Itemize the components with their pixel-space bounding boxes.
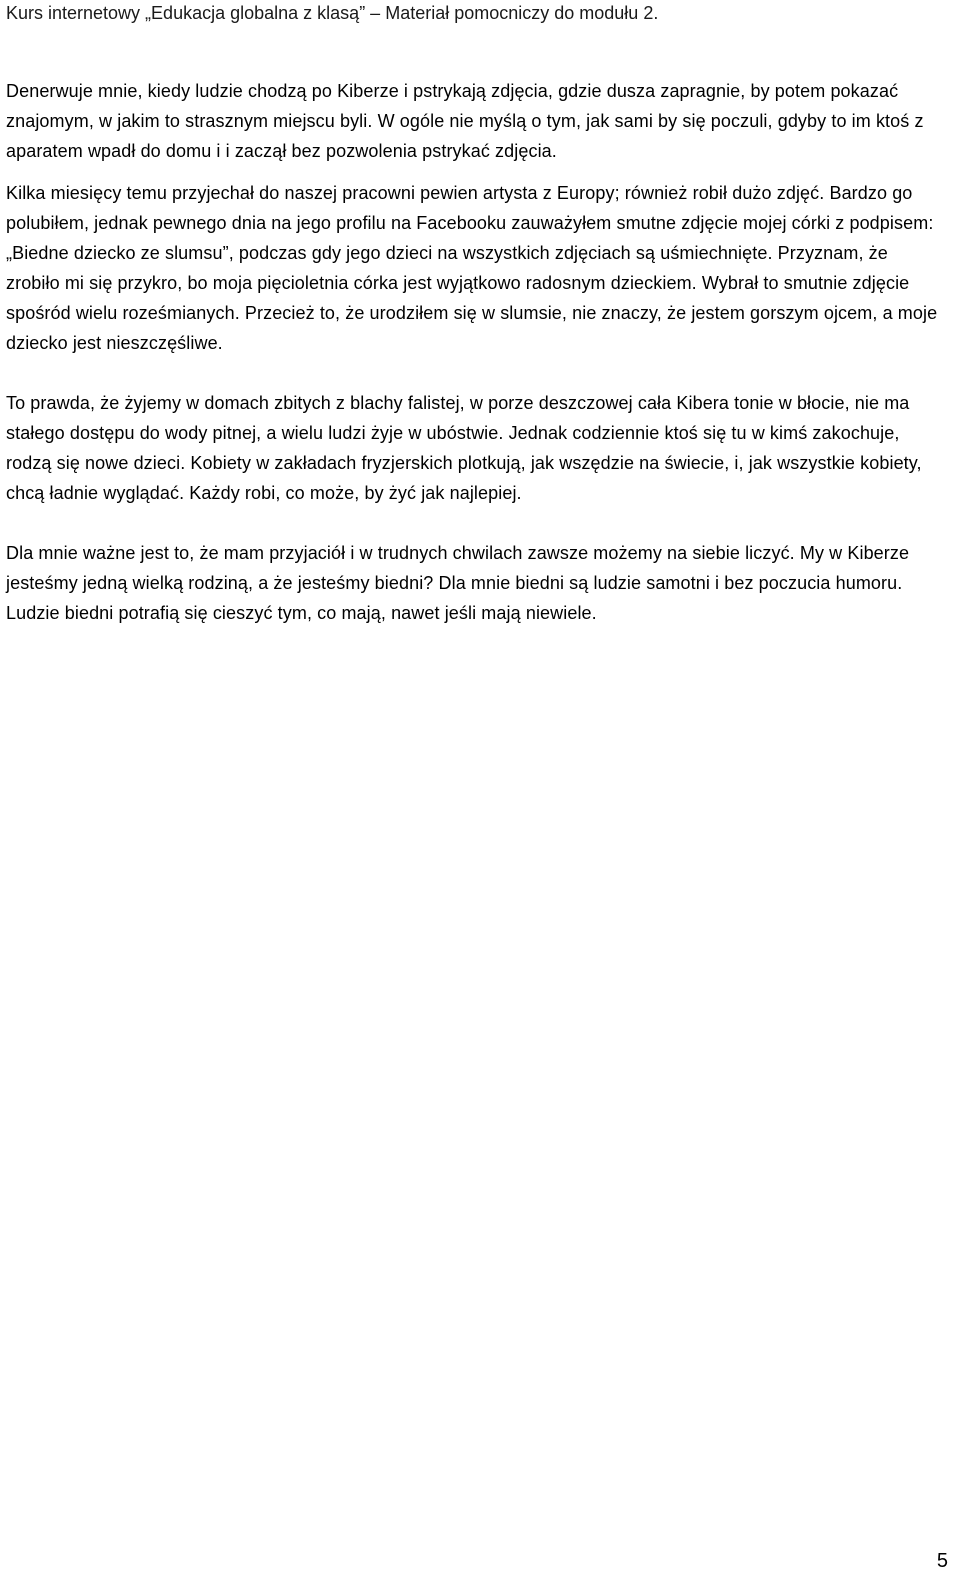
page-header: Kurs internetowy „Edukacja globalna z klasą” – Materiał pomocniczy do modułu 2. <box>6 3 659 23</box>
paragraph-1: Denerwuje mnie, kiedy ludzie chodzą po Kiberze i pstrykają zdjęcia, gdzie dusza zapragnie, by potem pokazać znajomym, w jakim to strasznym miejscu byli. W ogóle nie myślą o tym, jak sami by się poczuli, gdyby to im ktoś z aparatem wpadł do domu i i zaczął bez pozwolenia pstrykać zdjęcia. <box>6 81 924 161</box>
document-body <box>6 76 946 628</box>
paragraph-4: Dla mnie ważne jest to, że mam przyjaciół i w trudnych chwilach zawsze możemy na siebie liczyć. My w Kiberze jesteśmy jedną wielką rodziną, a że jesteśmy biedni? Dla mnie biedni są ludzie samotni i bez poczucia humoru. Ludzie biedni potrafią się cieszyć tym, co mają, nawet jeśli mają niewiele. <box>6 543 910 623</box>
page-number: 5 <box>936 1550 948 1572</box>
paragraph-3: To prawda, że żyjemy w domach zbitych z blachy falistej, w porze deszczowej cała Kibera tonie w błocie, nie ma stałego dostępu do wody pitnej, a wielu ludzi żyje w ubóstwie. Jednak codziennie ktoś się tu w kimś zakochuje, rodzą się nowe dzieci. Kobiety w zakładach fryzjerskich plotkują, jak wszędzie na świecie, i, jak wszystkie kobiety, chcą ładnie wyglądać. Każdy robi, co może, by żyć jak najlepiej. <box>6 393 922 503</box>
paragraph-2: Kilka miesięcy temu przyjechał do naszej pracowni pewien artysta z Europy; również robił dużo zdjęć. Bardzo go polubiłem, jednak pewnego dnia na jego profilu na Facebooku zauważyłem smutne zdjęcie mojej córki z podpisem: „Biedne dziecko ze slumsu”, podczas gdy jego dzieci na wszystkich zdjęciach są uśmiechnięte. Przyznam, że zrobiło mi się przykro, bo moja pięcioletnia córka jest wyjątkowo radosnym dzieckiem. Wybrał to smutnie zdjęcie spośród wielu roześmianych. Przecież to, że urodziłem się w slumsie, nie znaczy, że jestem gorszym ojcem, a moje dziecko jest nieszczęśliwe. <box>6 183 938 353</box>
